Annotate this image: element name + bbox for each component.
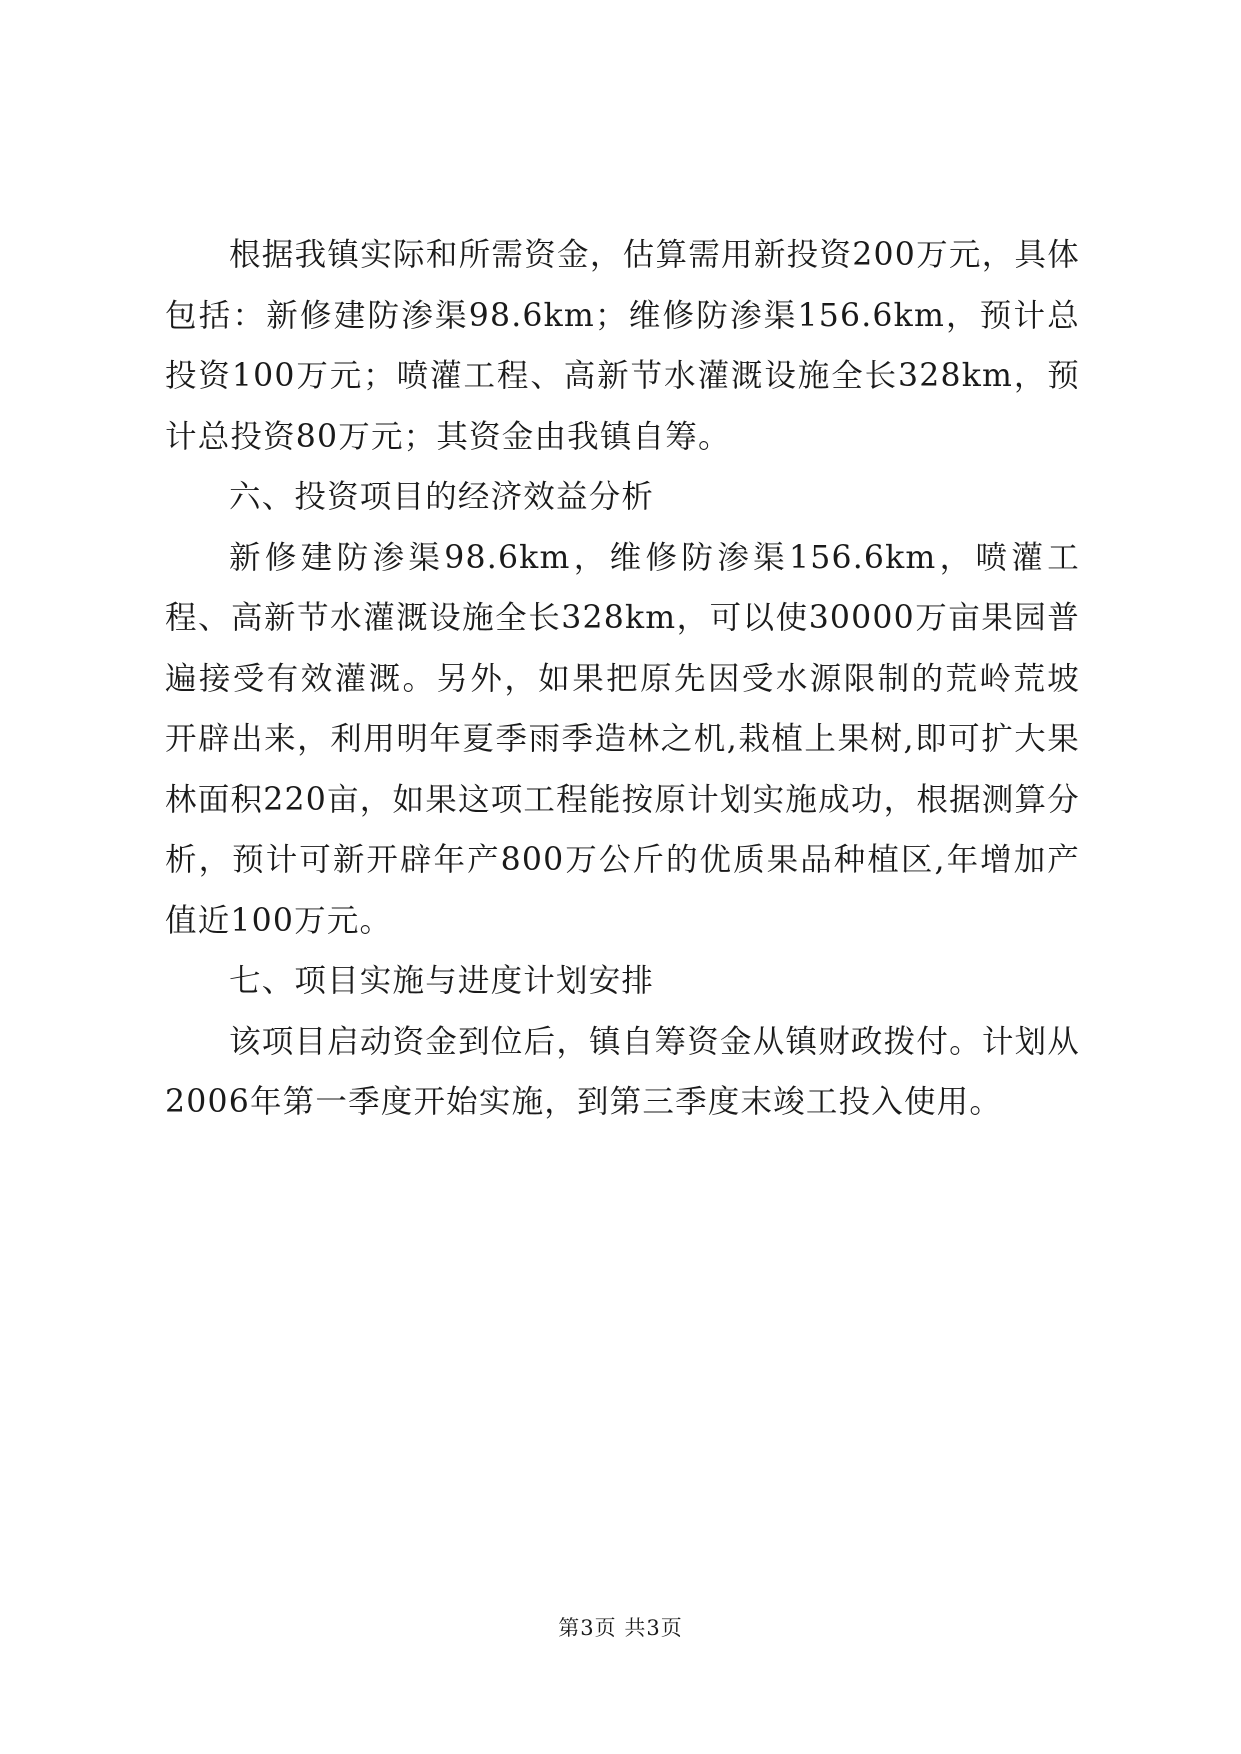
document-body: [165, 225, 1080, 1133]
section-heading-schedule: 七、项目实施与进度计划安排: [229, 963, 655, 999]
paragraph-investment-estimate: 根据我镇实际和所需资金，估算需用新投资200万元，具体包括：新修建防渗渠98.6km；维修防渗渠156.6km，预计总投资100万元；喷灌工程、高新节水灌溉设施全长328km，预计总投资80万元；其资金由我镇自筹。: [165, 237, 1080, 455]
page-footer: 第3页 共3页: [558, 1616, 683, 1640]
paragraph-economic-benefit: 新修建防渗渠98.6km，维修防渗渠156.6km，喷灌工程、高新节水灌溉设施全长328km，可以使30000万亩果园普遍接受有效灌溉。另外，如果把原先因受水源限制的荒岭荒坡开辟出来，利用明年夏季雨季造林之机,栽植上果树,即可扩大果林面积220亩，如果这项工程能按原计划实施成功，根据测算分析，预计可新开辟年产800万公斤的优质果品种植区,年增加产值近100万元。: [165, 539, 1080, 939]
paragraph-schedule: 该项目启动资金到位后，镇自筹资金从镇财政拨付。计划从2006年第一季度开始实施，到第三季度末竣工投入使用。: [165, 1023, 1080, 1120]
section-heading-economic-benefit: 六、投资项目的经济效益分析: [229, 479, 655, 515]
